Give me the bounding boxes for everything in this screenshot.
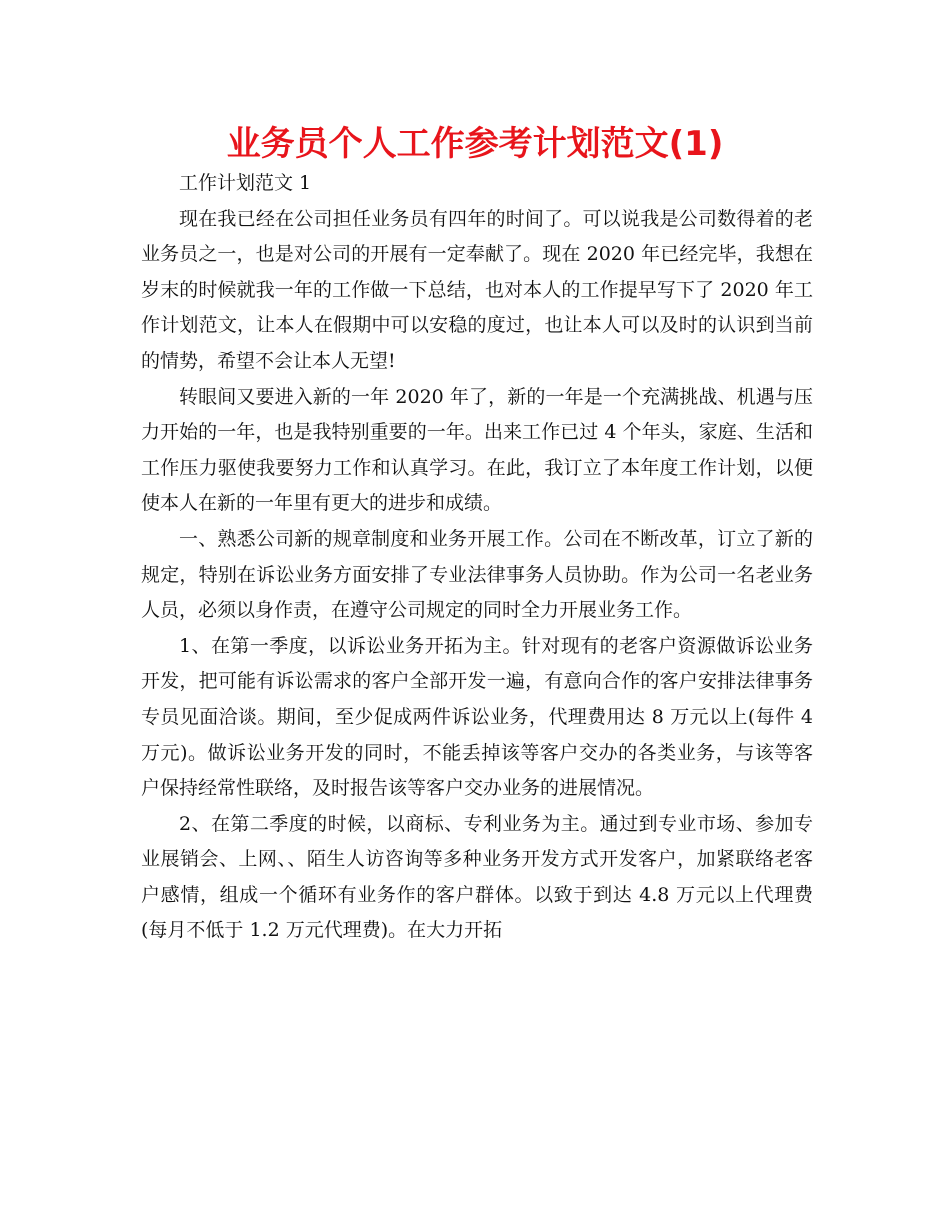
paragraph-point-one: 一、熟悉公司新的规章制度和业务开展工作。公司在不断改革，订立了新的规定，特别在诉讼业务方面安排了专业法律事务人员协助。作为公司一名老业务人员，必须以身作责，在遵守公司规定的同时全力开展业务工作。	[141, 527, 813, 622]
paragraph-intro: 现在我已经在公司担任业务员有四年的时间了。可以说我是公司数得着的老业务员之一，也是对公司的开展有一定奉献了。现在 2020 年已经完毕，我想在岁末的时候就我一年的工作做一下总结，也对本人的工作提早写下了 2020 年工作计划范文，让本人在假期中可以安稳的度过，也让本人可以及时的认识到当前的情势，希望不会让本人无望!	[141, 207, 813, 372]
paragraph-new-year: 转眼间又要进入新的一年 2020 年了，新的一年是一个充满挑战、机遇与压力开始的一年，也是我特别重要的一年。出来工作已过 4 个年头，家庭、生活和工作压力驱使我要努力工作和认真学习。在此，我订立了本年度工作计划，以便使本人在新的一年里有更大的进步和成绩。	[141, 385, 813, 515]
document-title: 业务员个人工作参考计划范文(1)	[226, 124, 724, 164]
paragraph-first-quarter: 1、在第一季度，以诉讼业务开拓为主。针对现有的老客户资源做诉讼业务开发，把可能有诉讼需求的客户全部开发一遍，有意向合作的客户安排法律事务专员见面洽谈。期间，至少促成两件诉讼业务，代理费用达 8 万元以上(每件 4 万元)。做诉讼业务开发的同时，不能丢掉该等客户交办的各类业务，与该等客户保持经常性联络，及时报告该等客户交办业务的进展情况。	[141, 634, 813, 800]
paragraph-second-quarter: 2、在第二季度的时候，以商标、专利业务为主。通过到专业市场、参加专业展销会、上网、、陌生人访咨询等多种业务开发方式开发客户，加紧联络老客户感情，组成一个循环有业务作的客户群体。以致于到达 4.8 万元以上代理费(每月不低于 1.2 万元代理费)。在大力开拓	[141, 812, 813, 942]
document-body	[141, 166, 813, 949]
section-heading: 工作计划范文 1	[179, 172, 312, 194]
